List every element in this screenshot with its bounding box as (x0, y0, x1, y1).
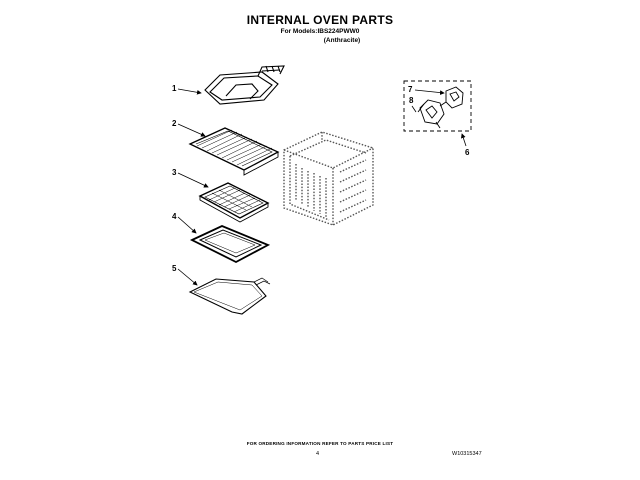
page-title: INTERNAL OVEN PARTS (246, 13, 394, 27)
callout-4: 4 (172, 212, 177, 221)
oven-rack (200, 183, 268, 222)
callout-3: 3 (172, 168, 177, 177)
page-number: 4 (316, 451, 320, 457)
callout-1: 1 (172, 84, 177, 93)
bake-element (190, 278, 270, 314)
model-subtitle: For Models:IBS224PWW0 (280, 28, 360, 35)
callout-8: 8 (409, 96, 414, 105)
color-subtitle: (Anthracite) (323, 37, 361, 44)
document-code: W10315347 (452, 451, 482, 457)
convection-kit-box (404, 81, 471, 131)
callout-7: 7 (408, 85, 413, 94)
broil-element (205, 66, 284, 104)
fan-part (418, 100, 446, 128)
callout-6: 6 (465, 148, 470, 157)
callout-5: 5 (172, 264, 177, 273)
callout-2: 2 (172, 119, 177, 128)
oven-cavity-outline (284, 132, 373, 225)
ordering-note: FOR ORDERING INFORMATION REFER TO PARTS PRICE LIST (246, 441, 394, 446)
broil-pan (192, 226, 268, 262)
lamp-part (446, 87, 463, 108)
